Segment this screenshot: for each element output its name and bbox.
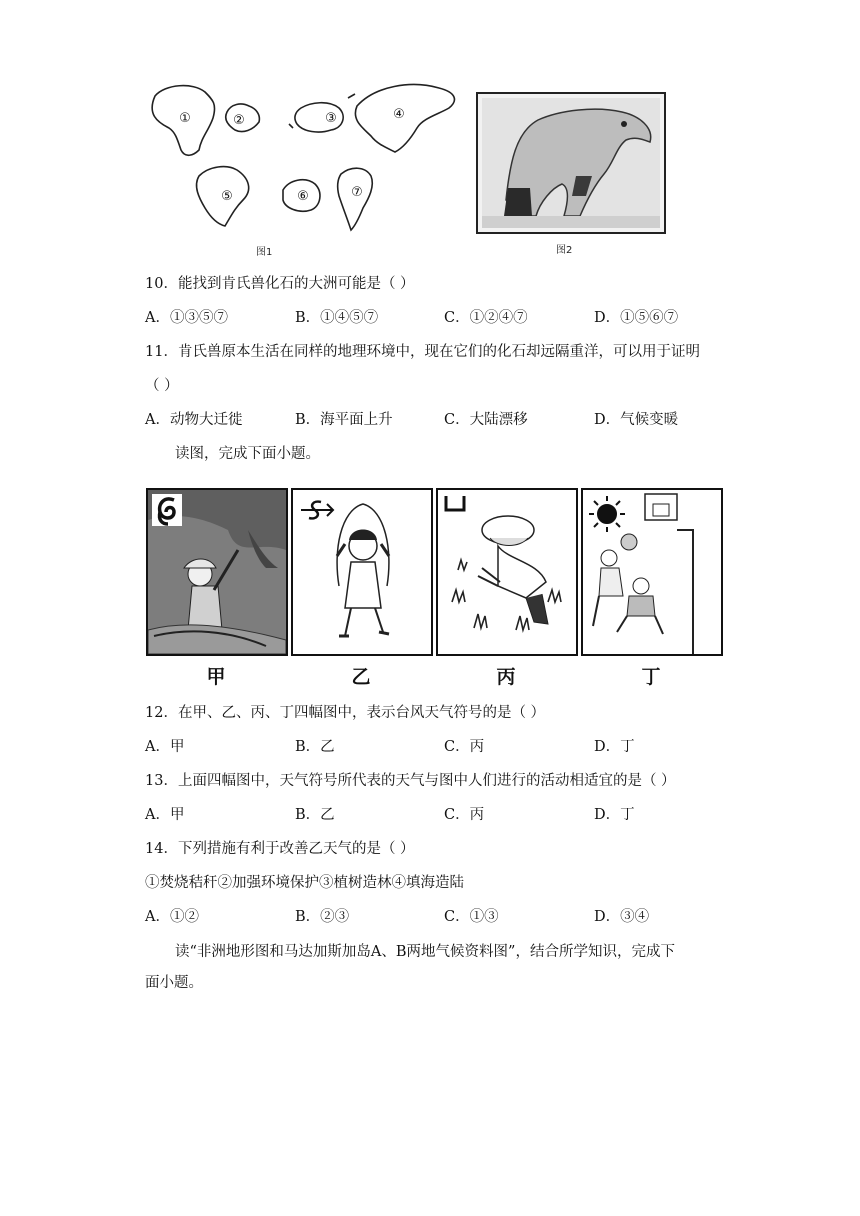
question-14-stem: 14．下列措施有利于改善乙天气的是（ ） [145, 841, 415, 857]
q14-option-c[interactable]: C．①③ [444, 909, 499, 925]
q10-option-d[interactable]: D．①⑤⑥⑦ [594, 310, 679, 326]
continent-number-6: ⑥ [297, 189, 309, 204]
africa-intro-line2: 面小题。 [145, 975, 203, 991]
continent-number-2: ② [233, 113, 245, 128]
typhoon-symbol-icon [152, 494, 182, 526]
weather-panel-ding [581, 488, 723, 656]
q13-option-d[interactable]: D．丁 [594, 807, 635, 823]
continent-number-7: ⑦ [351, 185, 363, 200]
question-11-stem-cont: （ ） [145, 378, 179, 394]
panel-label-yi: 乙 [351, 666, 371, 688]
q10-option-c[interactable]: C．①②④⑦ [444, 310, 528, 326]
q11-option-c[interactable]: C．大陆漂移 [444, 412, 528, 428]
question-14-measures: ①焚烧秸秆②加强环境保护③植树造林④填海造陆 [145, 875, 464, 891]
panel-label-ding: 丁 [641, 666, 661, 688]
q13-option-a[interactable]: A．甲 [145, 807, 185, 823]
q11-option-a[interactable]: A．动物大迁徙 [145, 412, 243, 428]
q13-option-b[interactable]: B．乙 [295, 807, 335, 823]
q11-option-d[interactable]: D．气候变暖 [594, 412, 679, 428]
panel-label-jia: 甲 [206, 666, 226, 688]
fossil-photo [476, 92, 666, 234]
q14-option-b[interactable]: B．②③ [295, 909, 350, 925]
continents-map [143, 78, 463, 238]
question-12-stem: 12．在甲、乙、丙、丁四幅图中，表示台风天气符号的是（ ） [145, 705, 546, 721]
question-13-stem: 13．上面四幅图中，天气符号所代表的天气与图中人们进行的活动相适宜的是（ ） [145, 773, 676, 789]
continent-number-1: ① [179, 111, 191, 126]
continent-number-3: ③ [325, 111, 337, 126]
question-11-stem: 11．肯氏兽原本生活在同样的地理环境中，现在它们的化石却远隔重洋，可以用于证明 [145, 344, 700, 360]
question-10-stem: 10．能找到肯氏兽化石的大洲可能是（ ） [145, 276, 415, 292]
figure2-caption: 图2 [556, 245, 573, 256]
weather-panel-jia [146, 488, 288, 656]
q12-option-a[interactable]: A．甲 [145, 739, 185, 755]
q12-option-c[interactable]: C．丙 [444, 739, 485, 755]
q10-option-a[interactable]: A．①③⑤⑦ [145, 310, 228, 326]
panel-label-bing: 丙 [496, 666, 516, 688]
figure1-caption: 图1 [256, 247, 273, 258]
q10-option-b[interactable]: B．①④⑤⑦ [295, 310, 379, 326]
q14-option-a[interactable]: A．①② [145, 909, 199, 925]
q14-option-d[interactable]: D．③④ [594, 909, 650, 925]
q12-option-d[interactable]: D．丁 [594, 739, 635, 755]
continent-number-5: ⑤ [221, 189, 233, 204]
continent-number-4: ④ [393, 107, 405, 122]
weather-intro: 读图，完成下面小题。 [175, 446, 320, 462]
weather-panel-bing [436, 488, 578, 656]
q11-option-b[interactable]: B．海平面上升 [295, 412, 393, 428]
weather-panel-yi [291, 488, 433, 656]
q13-option-c[interactable]: C．丙 [444, 807, 485, 823]
q12-option-b[interactable]: B．乙 [295, 739, 335, 755]
africa-intro-line1: 读“非洲地形图和马达加斯加岛A、B两地气候资料图”，结合所学知识，完成下 [175, 944, 675, 960]
